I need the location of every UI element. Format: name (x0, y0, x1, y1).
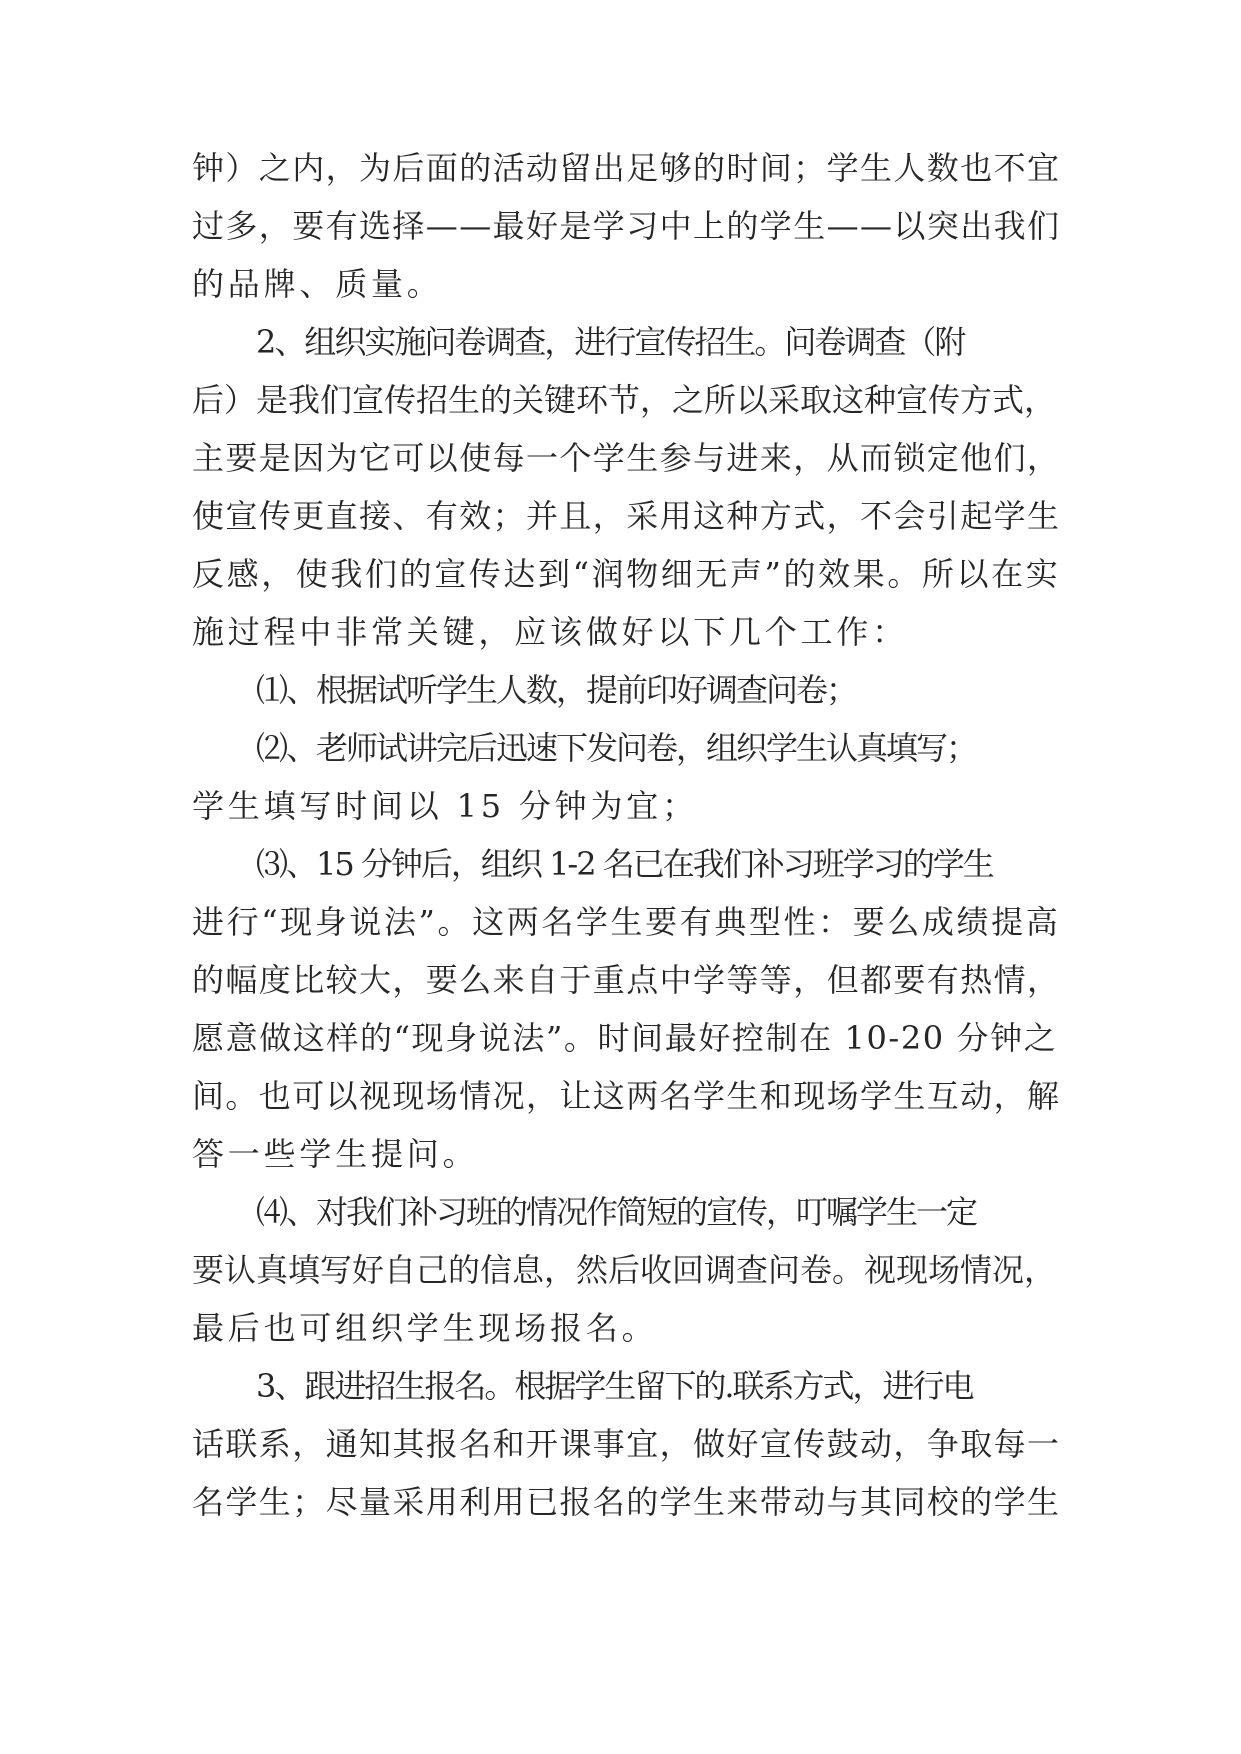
list-item-line: ⑷、对我们补习班的情况作简短的宣传，叮嘱学生一定 (256, 1193, 977, 1231)
text-line: 答一些学生提问。 (192, 1135, 479, 1173)
text-line: 的幅度比较大，要么来自于重点中学等等，但都要有热情， (192, 961, 1061, 999)
text-line: 主要是因为它可以使每一个学生参与进来，从而锁定他们， (192, 439, 1061, 477)
text-line: 后）是我们宣传招生的关键环节，之所以采取这种宣传方式， (192, 381, 1057, 419)
text-line: 话联系，通知其报名和开课事宜，做好宣传鼓动，争取每一 (192, 1425, 1061, 1463)
text-line: 使宣传更直接、有效；并且，采用这种方式，不会引起学生 (192, 497, 1061, 535)
text-line: 进行“现身说法”。这两名学生要有典型性：要么成绩提高 (192, 903, 1061, 941)
text-line: 愿意做这样的“现身说法”。时间最好控制在 10-20 分钟之 (192, 1019, 1058, 1057)
text-line: 施过程中非常关键，应该做好以下几个工作： (192, 613, 909, 651)
text-line: 钟）之内，为后面的活动留出足够的时间；学生人数也不宜 (192, 149, 1061, 187)
text-line: 过多，要有选择——最好是学习中上的学生——以突出我们 (192, 207, 1061, 245)
list-item-line: ⑵、老师试讲完后迅速下发问卷，组织学生认真填写； (256, 729, 977, 767)
text-line: 间。也可以视现场情况，让这两名学生和现场学生互动，解 (192, 1077, 1061, 1115)
list-item-line: ⑶、15 分钟后，组织 1-2 名已在我们补习班学习的学生 (256, 845, 993, 883)
paragraph-first-line: 2、组织实施问卷调查，进行宣传招生。问卷调查（附 (256, 323, 965, 361)
list-item-line: ⑴、根据试听学生人数，提前印好调查问卷； (256, 671, 857, 709)
text-line: 最后也可组织学生现场报名。 (192, 1309, 658, 1347)
paragraph-first-line: 3、跟进招生报名。根据学生留下的.联系方式，进行电 (256, 1367, 973, 1405)
text-line: 的品牌、质量。 (192, 265, 443, 303)
text-line: 学生填写时间以 15 分钟为宜； (192, 787, 698, 825)
text-line: 名学生；尽量采用利用已报名的学生来带动与其同校的学生 (192, 1483, 1061, 1521)
text-line: 反感，使我们的宣传达到“润物细无声”的效果。所以在实 (192, 555, 1061, 593)
text-line: 要认真填写好自己的信息，然后收回调查问卷。视现场情况， (192, 1251, 1057, 1289)
